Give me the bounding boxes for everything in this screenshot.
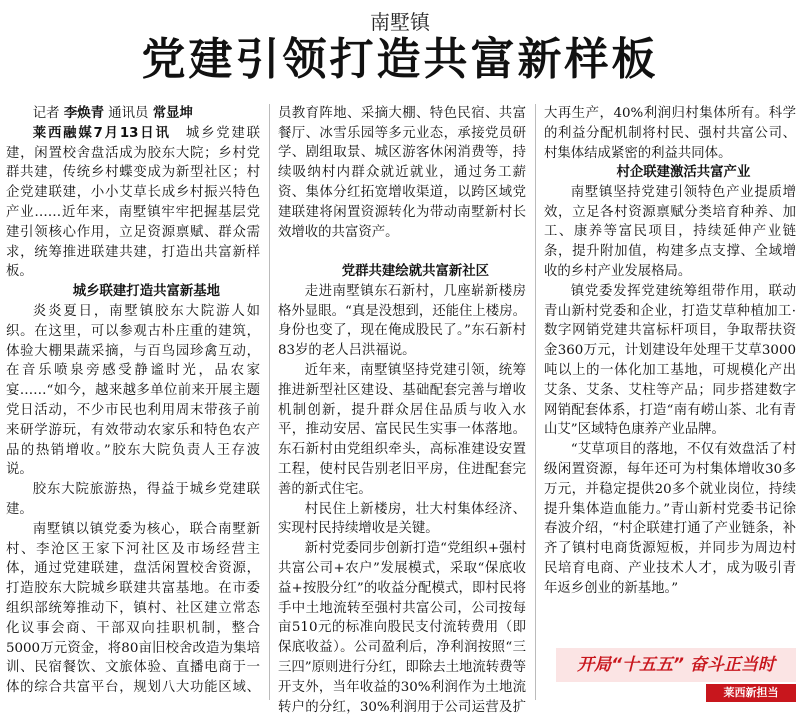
section-heading: 村企联建激活共富产业 bbox=[616, 165, 751, 180]
section-heading: 党群共建绘就共富新社区 bbox=[341, 264, 490, 279]
byline bbox=[6, 104, 260, 124]
column-3 bbox=[544, 104, 796, 599]
dateline: 莱西融媒7月13日讯 bbox=[32, 125, 171, 141]
column-rule bbox=[535, 104, 536, 700]
reporter-name: 李焕青 bbox=[63, 106, 105, 121]
reporter-prefix: 记者 bbox=[32, 106, 60, 121]
body-paragraph-continued bbox=[278, 104, 526, 262]
body-paragraph: 近年来，南墅镇坚持党建引领，统筹推进新型社区建设、基础配套完善与增收机制创新，提升群众居住品质与收入水平，推动安居、富民民生实事一体落地。东石新村由党组织牵头，高标准建设安置工程，使村民告别老旧平房，住进配套完善的新式住宅。 bbox=[278, 362, 526, 497]
banner-tag: 莱西新担当 bbox=[706, 684, 796, 702]
body-paragraph: 炎炎夏日，南墅镇胶东大院游人如织。在这里，可以参观古朴庄重的建筑，体验大棚果蔬采摘，与百鸟园珍禽互动，在音乐喷泉旁感受静谧时光，品农家宴……“如今，越来越多单位前来开展主题党日活动，不少市民也利用周末带孩子前来研学游玩，有效带动农家乐和特色农产品的热销增收。”胶东大院负责人王存波说。 bbox=[6, 303, 260, 478]
body-paragraph: 镇党委发挥党建统筹组带作用，联动青山新村党委和企业，打造艾草种植加工·数字网销党建共富标杆项目，争取帮扶资金360万元，计划建设年处理干艾草3000吨以上的一体化加工基地，可规模化产出艾条、艾条、艾柱等产品；同步搭建数字网销配套体系，打造“南有崂山茶、北有青山艾”区域特色康养产业品牌。 bbox=[544, 283, 796, 438]
body-paragraph: 走进南墅镇东石新村，几座崭新楼房格外显眼。“真是没想到，还能住上楼房。身份也变了，现在俺成股民了。”东石新村83岁的老人吕洪福说。 bbox=[278, 283, 526, 359]
column-2 bbox=[278, 104, 526, 718]
body-paragraph: 南墅镇以镇党委为核心，联合南墅新村、李沧区王家下河社区及市场经营主体，通过党建联建，盘活闲置校舍资源，打造胶东大院城乡联建共富基地。在市委组织部统筹推动下，镇村、社区建立常态化议事会商、干部双向挂职机制，整合5000万元资金，将80亩旧校舍改造为集培训、民宿餐饮、文旅体验、直播电商于一体的综合共富平台，规划八大功能区域、 bbox=[6, 521, 260, 696]
continued-text: 员教育阵地、采摘大棚、特色民宿、共富餐厅、冰雪乐园等多元业态，承接党员研学、剧组取景、城区游客休闲消费等，持续吸纳村内群众就近就业，通过务工薪资、集体分红拓宽增收渠道，以跨区域党建联建将闲置资源转化为带动南墅新村长效增收的共富资产。 bbox=[278, 105, 526, 240]
body-paragraph: 新村党委同步创新打造“党组织+强村共富公司+农户”发展模式，采取“保底收益+按股分红”的收益分配模式，即村民将手中土地流转至强村共富公司，公司按每亩510元的标准向股民支付流转费用（即保底收益）。公司盈利后，净利润按照“三三四”原则进行分红，即除去土地流转费等开支外，当年收益的30%利润作为土地流转户的分红，30%利润用于公司运营及扩 bbox=[278, 541, 526, 715]
section-heading: 城乡联建打造共富新基地 bbox=[72, 284, 221, 300]
body-paragraph: 南墅镇坚持党建引领特色产业提质增效，立足各村资源禀赋分类培育种养、加工、康养等富民项目，持续延伸产业链条，提升附加值，构建多点支撑、全域增收的乡村产业发展格局。 bbox=[544, 184, 796, 279]
banner-slogan: 开局“十五五” 奋斗正当时 bbox=[556, 648, 796, 682]
body-paragraph: “艾草项目的落地，不仅有效盘活了村级闲置资源，每年还可为村集体增收30多万元，并稳定提供20多个就业岗位，持续提升集体造血能力。”青山新村党委书记徐春波介绍，“村企联建打通了产业链条，补齐了镇村电商货源短板，并同步为周边村民培育电商、产业技术人才，成为吸引青年返乡创业的新基地。” bbox=[544, 442, 796, 596]
continued-text: 大再生产，40%利润归村集体所有。科学的利益分配机制将村民、强村共富公司、村集体结成紧密的利益共同体。 bbox=[544, 106, 796, 161]
kicker: 南墅镇 bbox=[370, 10, 430, 34]
column-rule bbox=[269, 104, 270, 700]
lead-text: 城乡党建联建，闲置校舍盘活成为胶东大院；乡村党群共建，传统乡村蝶变成为新型社区；村企党建联建，小小艾草长成乡村振兴特色产业……近年来，南墅镇牢牢把握基层党建引领核心作用，立足资源禀赋、群众需求，统筹推进联建共建，打造出共富新样板。 bbox=[6, 125, 261, 280]
column-1 bbox=[6, 104, 260, 698]
body-paragraph: 村民住上新楼房，壮大村集体经济、实现村民持续增收是关键。 bbox=[278, 501, 526, 537]
lead-paragraph bbox=[6, 124, 260, 282]
headline: 党建引领打造共富新样板 bbox=[141, 34, 659, 85]
series-banner bbox=[556, 648, 796, 704]
body-paragraph: 胶东大院旅游热，得益于城乡党建联建。 bbox=[6, 482, 260, 517]
body-paragraph-continued bbox=[544, 104, 796, 163]
correspondent-name: 常显坤 bbox=[152, 106, 193, 121]
correspondent-prefix: 通讯员 bbox=[108, 106, 149, 121]
